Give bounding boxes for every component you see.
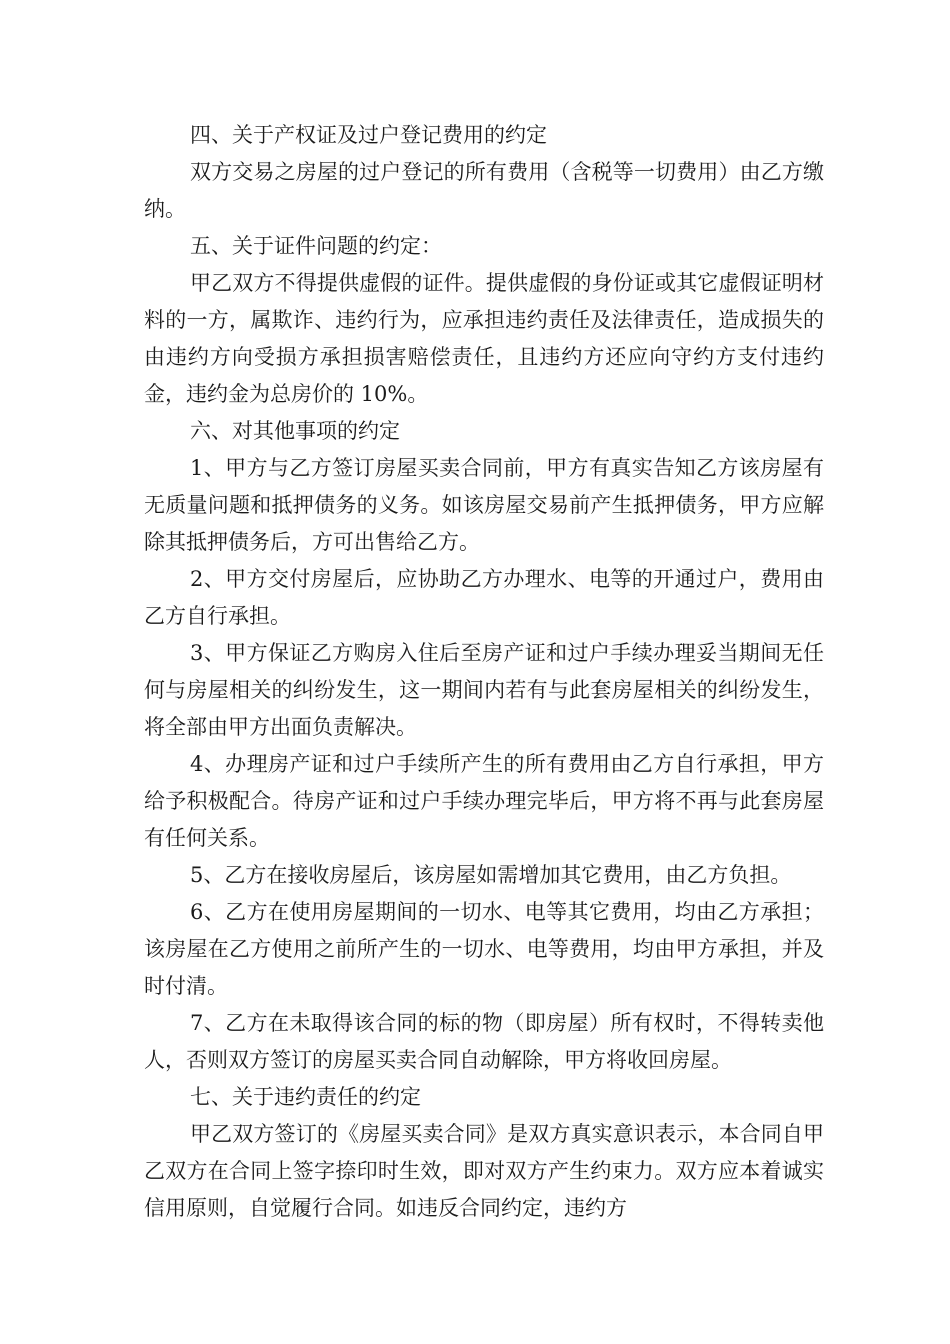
- section-heading-4: 四、关于产权证及过户登记费用的约定: [190, 123, 547, 147]
- clause-1: 1、甲方与乙方签订房屋买卖合同前，甲方有真实告知乙方该房屋有无质量问题和抵押债务的义务。如该房屋交易前产生抵押债务，甲方应解除其抵押债务后，方可出售给乙方。: [144, 456, 824, 554]
- clause-6: 6、乙方在使用房屋期间的一切水、电等其它费用，均由乙方承担；该房屋在乙方使用之前所产生的一切水、电等费用，均由甲方承担，并及时付清。: [144, 900, 824, 998]
- clause-5: 5、乙方在接收房屋后，该房屋如需增加其它费用，由乙方负担。: [190, 863, 792, 887]
- clause-2: 2、甲方交付房屋后，应协助乙方办理水、电等的开通过户，费用由乙方自行承担。: [144, 567, 824, 628]
- paragraph: 甲乙双方不得提供虚假的证件。提供虚假的身份证或其它虚假证明材料的一方，属欺诈、违约行为，应承担违约责任及法律责任，造成损失的由违约方向受损方承担损害赔偿责任，且违约方还应向守约方支付违约金，违约金为总房价的 10%。: [144, 271, 824, 406]
- clause-7: 7、乙方在未取得该合同的标的物（即房屋）所有权时，不得转卖他人，否则双方签订的房屋买卖合同自动解除，甲方将收回房屋。: [144, 1011, 824, 1072]
- paragraph: 甲乙双方签订的《房屋买卖合同》是双方真实意识表示，本合同自甲乙双方在合同上签字捺印时生效，即对双方产生约束力。双方应本着诚实信用原则，自觉履行合同。如违反合同约定，违约方: [144, 1122, 824, 1220]
- document-body: [144, 117, 824, 1227]
- paragraph: 双方交易之房屋的过户登记的所有费用（含税等一切费用）由乙方缴纳。: [144, 160, 824, 221]
- section-heading-6: 六、对其他事项的约定: [190, 419, 400, 443]
- section-heading-7: 七、关于违约责任的约定: [190, 1085, 421, 1109]
- section-heading-5: 五、关于证件问题的约定：: [190, 234, 442, 258]
- clause-3: 3、甲方保证乙方购房入住后至房产证和过户手续办理妥当期间无任何与房屋相关的纠纷发生，这一期间内若有与此套房屋相关的纠纷发生，将全部由甲方出面负责解决。: [144, 641, 824, 739]
- clause-4: 4、办理房产证和过户手续所产生的所有费用由乙方自行承担，甲方给予积极配合。待房产证和过户手续办理完毕后，甲方将不再与此套房屋有任何关系。: [144, 752, 824, 850]
